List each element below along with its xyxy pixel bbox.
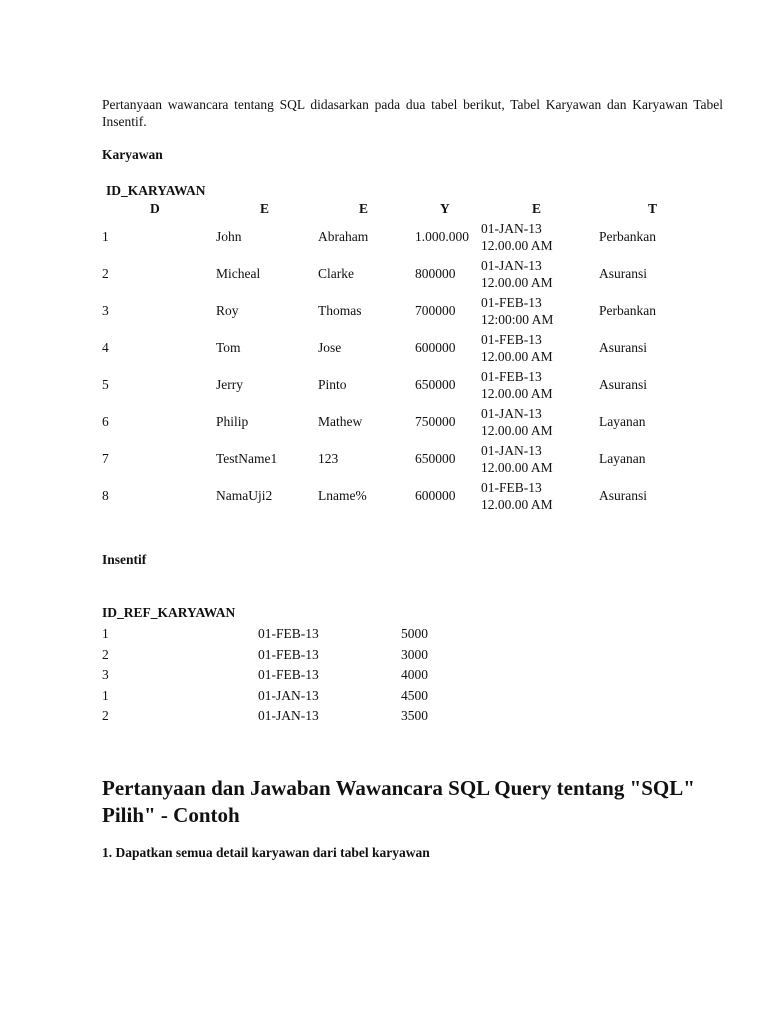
incentive-row-id: 2 xyxy=(102,708,109,723)
row-first-name: Jerry xyxy=(216,377,243,392)
row-date: 01-FEB-13 xyxy=(481,295,542,310)
row-date: 01-JAN-13 xyxy=(481,406,542,421)
row-first-name: Roy xyxy=(216,303,239,318)
row-last-name: 123 xyxy=(318,451,339,466)
incentive-row-id: 2 xyxy=(102,646,109,662)
insentif-heading: Insentif xyxy=(102,552,147,567)
row-salary: 650000 xyxy=(415,451,456,466)
column-header: Y xyxy=(440,201,450,216)
row-last-name: Pinto xyxy=(318,377,347,392)
row-first-name: NamaUji2 xyxy=(216,488,273,503)
incentive-row-date: 01-FEB-13 xyxy=(258,626,319,641)
column-header: E xyxy=(532,201,542,216)
row-department: Asuransi xyxy=(599,266,647,281)
row-last-name: Thomas xyxy=(318,303,362,318)
incentive-row-amount: 4000 xyxy=(401,667,428,682)
incentive-row-date: 01-FEB-13 xyxy=(258,667,319,682)
row-id: 8 xyxy=(102,488,109,503)
row-time: 12.00.00 AM xyxy=(481,349,553,364)
row-time: 12.00.00 AM xyxy=(481,460,553,475)
row-salary: 600000 xyxy=(415,488,456,503)
row-date: 01-JAN-13 xyxy=(481,258,542,273)
row-department: Perbankan xyxy=(599,229,656,244)
column-header: D xyxy=(150,201,160,216)
karyawan-heading: Karyawan xyxy=(102,147,163,162)
row-department: Perbankan xyxy=(599,303,656,318)
row-last-name: Abraham xyxy=(318,229,369,244)
row-time: 12.00.00 AM xyxy=(481,238,553,253)
row-salary: 600000 xyxy=(415,340,456,355)
row-salary: 800000 xyxy=(415,266,456,281)
row-salary: 650000 xyxy=(415,377,456,392)
incentive-row-amount: 3500 xyxy=(401,708,428,723)
row-time: 12.00.00 AM xyxy=(481,497,553,512)
row-date: 01-JAN-13 xyxy=(481,443,542,458)
row-salary: 750000 xyxy=(415,414,456,429)
row-department: Layanan xyxy=(599,414,646,429)
row-time: 12.00.00 AM xyxy=(481,275,553,290)
row-last-name: Clarke xyxy=(318,266,354,281)
row-first-name: TestName1 xyxy=(216,451,278,466)
incentive-row-date: 01-JAN-13 xyxy=(258,687,319,703)
row-last-name: Jose xyxy=(318,340,342,355)
incentive-row-amount: 3000 xyxy=(401,646,428,662)
column-header: T xyxy=(648,201,658,216)
row-first-name: Micheal xyxy=(216,266,261,281)
row-department: Asuransi xyxy=(599,340,647,355)
section-title: Pertanyaan dan Jawaban Wawancara SQL Query tentang "SQL" Pilih" - Contoh xyxy=(102,776,695,827)
row-department: Asuransi xyxy=(599,488,647,503)
row-salary: 1.000.000 xyxy=(415,229,469,244)
row-id: 6 xyxy=(102,414,109,429)
row-time: 12:00:00 AM xyxy=(481,312,554,327)
row-time: 12.00.00 AM xyxy=(481,386,553,401)
question-1: 1. Dapatkan semua detail karyawan dari tabel karyawan xyxy=(102,845,430,860)
incentive-row-id: 3 xyxy=(102,667,109,682)
row-department: Layanan xyxy=(599,451,646,466)
row-id: 4 xyxy=(102,340,109,355)
insentif-id-header: ID_REF_KARYAWAN xyxy=(102,605,236,620)
row-id: 5 xyxy=(102,377,109,392)
row-id: 7 xyxy=(102,451,109,466)
row-first-name: John xyxy=(216,229,242,244)
karyawan-id-header: ID_KARYAWAN xyxy=(106,183,206,198)
incentive-row-date: 01-FEB-13 xyxy=(258,646,319,662)
row-first-name: Philip xyxy=(216,414,249,429)
row-date: 01-FEB-13 xyxy=(481,332,542,347)
incentive-row-date: 01-JAN-13 xyxy=(258,708,319,723)
incentive-row-id: 1 xyxy=(102,626,109,641)
row-id: 1 xyxy=(102,229,109,244)
row-last-name: Mathew xyxy=(318,414,363,429)
incentive-row-id: 1 xyxy=(102,687,109,703)
row-salary: 700000 xyxy=(415,303,456,318)
column-header: E xyxy=(359,201,369,216)
row-time: 12.00.00 AM xyxy=(481,423,553,438)
row-id: 2 xyxy=(102,266,109,281)
row-first-name: Tom xyxy=(216,340,241,355)
incentive-row-amount: 5000 xyxy=(401,626,428,641)
row-date: 01-FEB-13 xyxy=(481,369,542,384)
column-header: E xyxy=(260,201,270,216)
row-last-name: Lname% xyxy=(318,488,367,503)
incentive-row-amount: 4500 xyxy=(401,687,428,703)
row-date: 01-FEB-13 xyxy=(481,480,542,495)
intro-paragraph: Pertanyaan wawancara tentang SQL didasarkan pada dua tabel berikut, Tabel Karyawan dan Karyawan Tabel Insentif. xyxy=(102,97,723,129)
row-date: 01-JAN-13 xyxy=(481,221,542,236)
row-id: 3 xyxy=(102,303,109,318)
row-department: Asuransi xyxy=(599,377,647,392)
